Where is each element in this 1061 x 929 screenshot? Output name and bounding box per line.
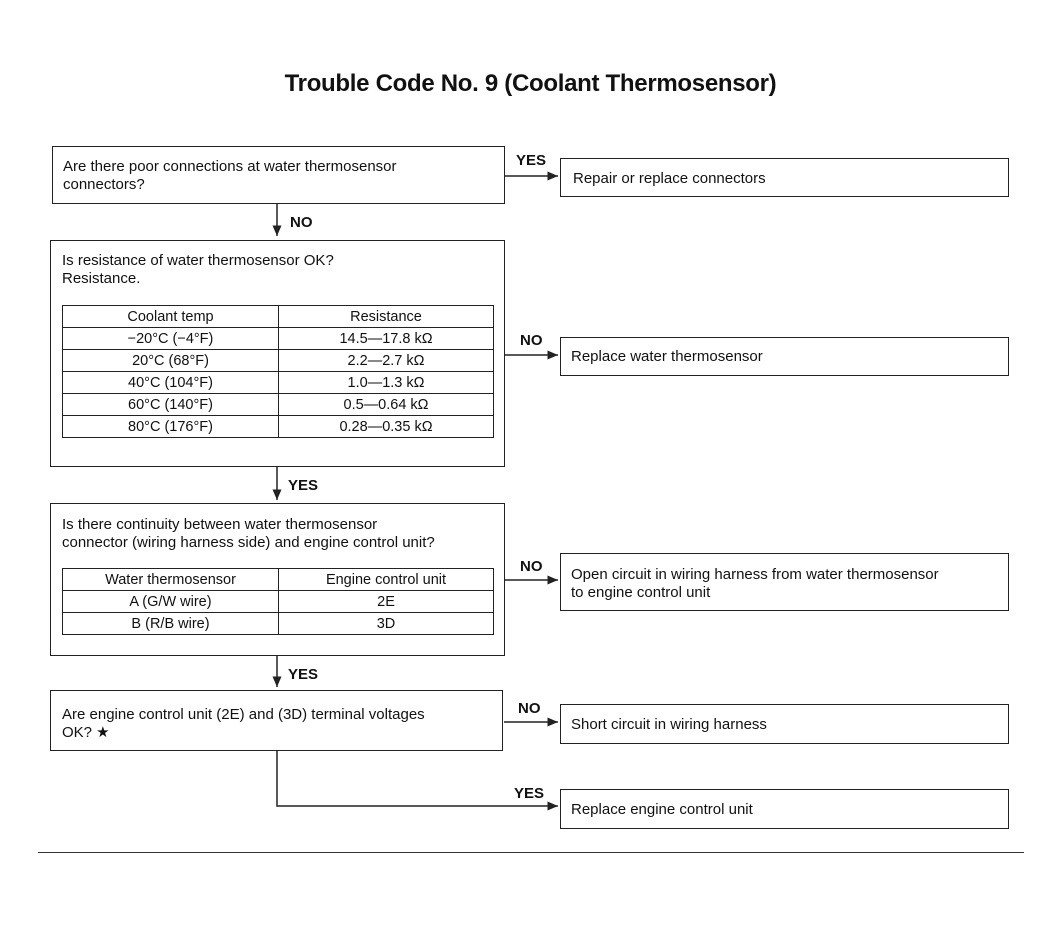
table-header-row [63,569,494,591]
next-label-3: YES [288,666,319,683]
question-1-line-1: Are there poor connections at water thermosensor [63,158,397,175]
question-box-2 [50,240,505,467]
branch-label-2: NO [520,332,543,349]
table-cell: 80°C (176°F) [63,416,279,438]
question-4-line-1: Are engine control unit (2E) and (3D) terminal voltages [62,706,425,723]
question-box-1 [52,146,505,204]
question-1-line-2: connectors? [63,176,145,193]
bottom-divider [38,852,1024,853]
table-cell: 2E [279,591,494,613]
result-3-line-2: to engine control unit [571,584,711,601]
table-row [63,416,494,438]
next-label-2: YES [288,477,319,494]
question-3-line-2: connector (wiring harness side) and engine control unit? [62,534,435,551]
table-cell: −20°C (−4°F) [63,328,279,350]
table-row [63,350,494,372]
table-cell: 14.5—17.8 kΩ [279,328,494,350]
table-cell: 2.2—2.7 kΩ [279,350,494,372]
result-5-text: Replace engine control unit [571,801,753,818]
result-box-2 [560,337,1009,376]
resistance-table [62,305,494,438]
next-label-1: NO [290,214,313,231]
table-row [63,394,494,416]
question-3-line-1: Is there continuity between water thermosensor [62,516,378,533]
table-cell: B (R/B wire) [63,613,279,635]
table-header: Resistance [279,306,494,328]
table-header: Coolant temp [63,306,279,328]
table-cell: 40°C (104°F) [63,372,279,394]
result-box-4 [560,704,1009,744]
table-header: Water thermosensor [63,569,279,591]
question-box-3 [50,503,505,656]
question-2-line-2: Resistance. [62,270,141,287]
question-box-4 [50,690,503,751]
result-1-text: Repair or replace connectors [573,170,766,187]
table-row [63,613,494,635]
result-box-5 [560,789,1009,829]
continuity-table [62,568,494,635]
result-4-text: Short circuit in wiring harness [571,716,767,733]
table-cell: 0.28—0.35 kΩ [279,416,494,438]
table-row [63,328,494,350]
branch-label-4: NO [518,700,541,717]
table-cell: 0.5—0.64 kΩ [279,394,494,416]
result-box-3 [560,553,1009,611]
question-4-line-2: OK? ★ [62,724,110,741]
result-3-line-1: Open circuit in wiring harness from water thermosensor [571,566,939,583]
table-row [63,591,494,613]
branch-label-1: YES [516,152,547,169]
table-cell: 20°C (68°F) [63,350,279,372]
table-cell: 60°C (140°F) [63,394,279,416]
page-title: Trouble Code No. 9 (Coolant Thermosensor) [284,70,777,97]
table-cell: A (G/W wire) [63,591,279,613]
result-box-1 [560,158,1009,197]
table-cell: 1.0—1.3 kΩ [279,372,494,394]
branch-label-3: NO [520,558,543,575]
result-2-text: Replace water thermosensor [571,348,763,365]
yes-label-4: YES [514,785,545,802]
table-header: Engine control unit [279,569,494,591]
table-row [63,372,494,394]
question-2-line-1: Is resistance of water thermosensor OK? [62,252,334,269]
table-header-row [63,306,494,328]
table-cell: 3D [279,613,494,635]
